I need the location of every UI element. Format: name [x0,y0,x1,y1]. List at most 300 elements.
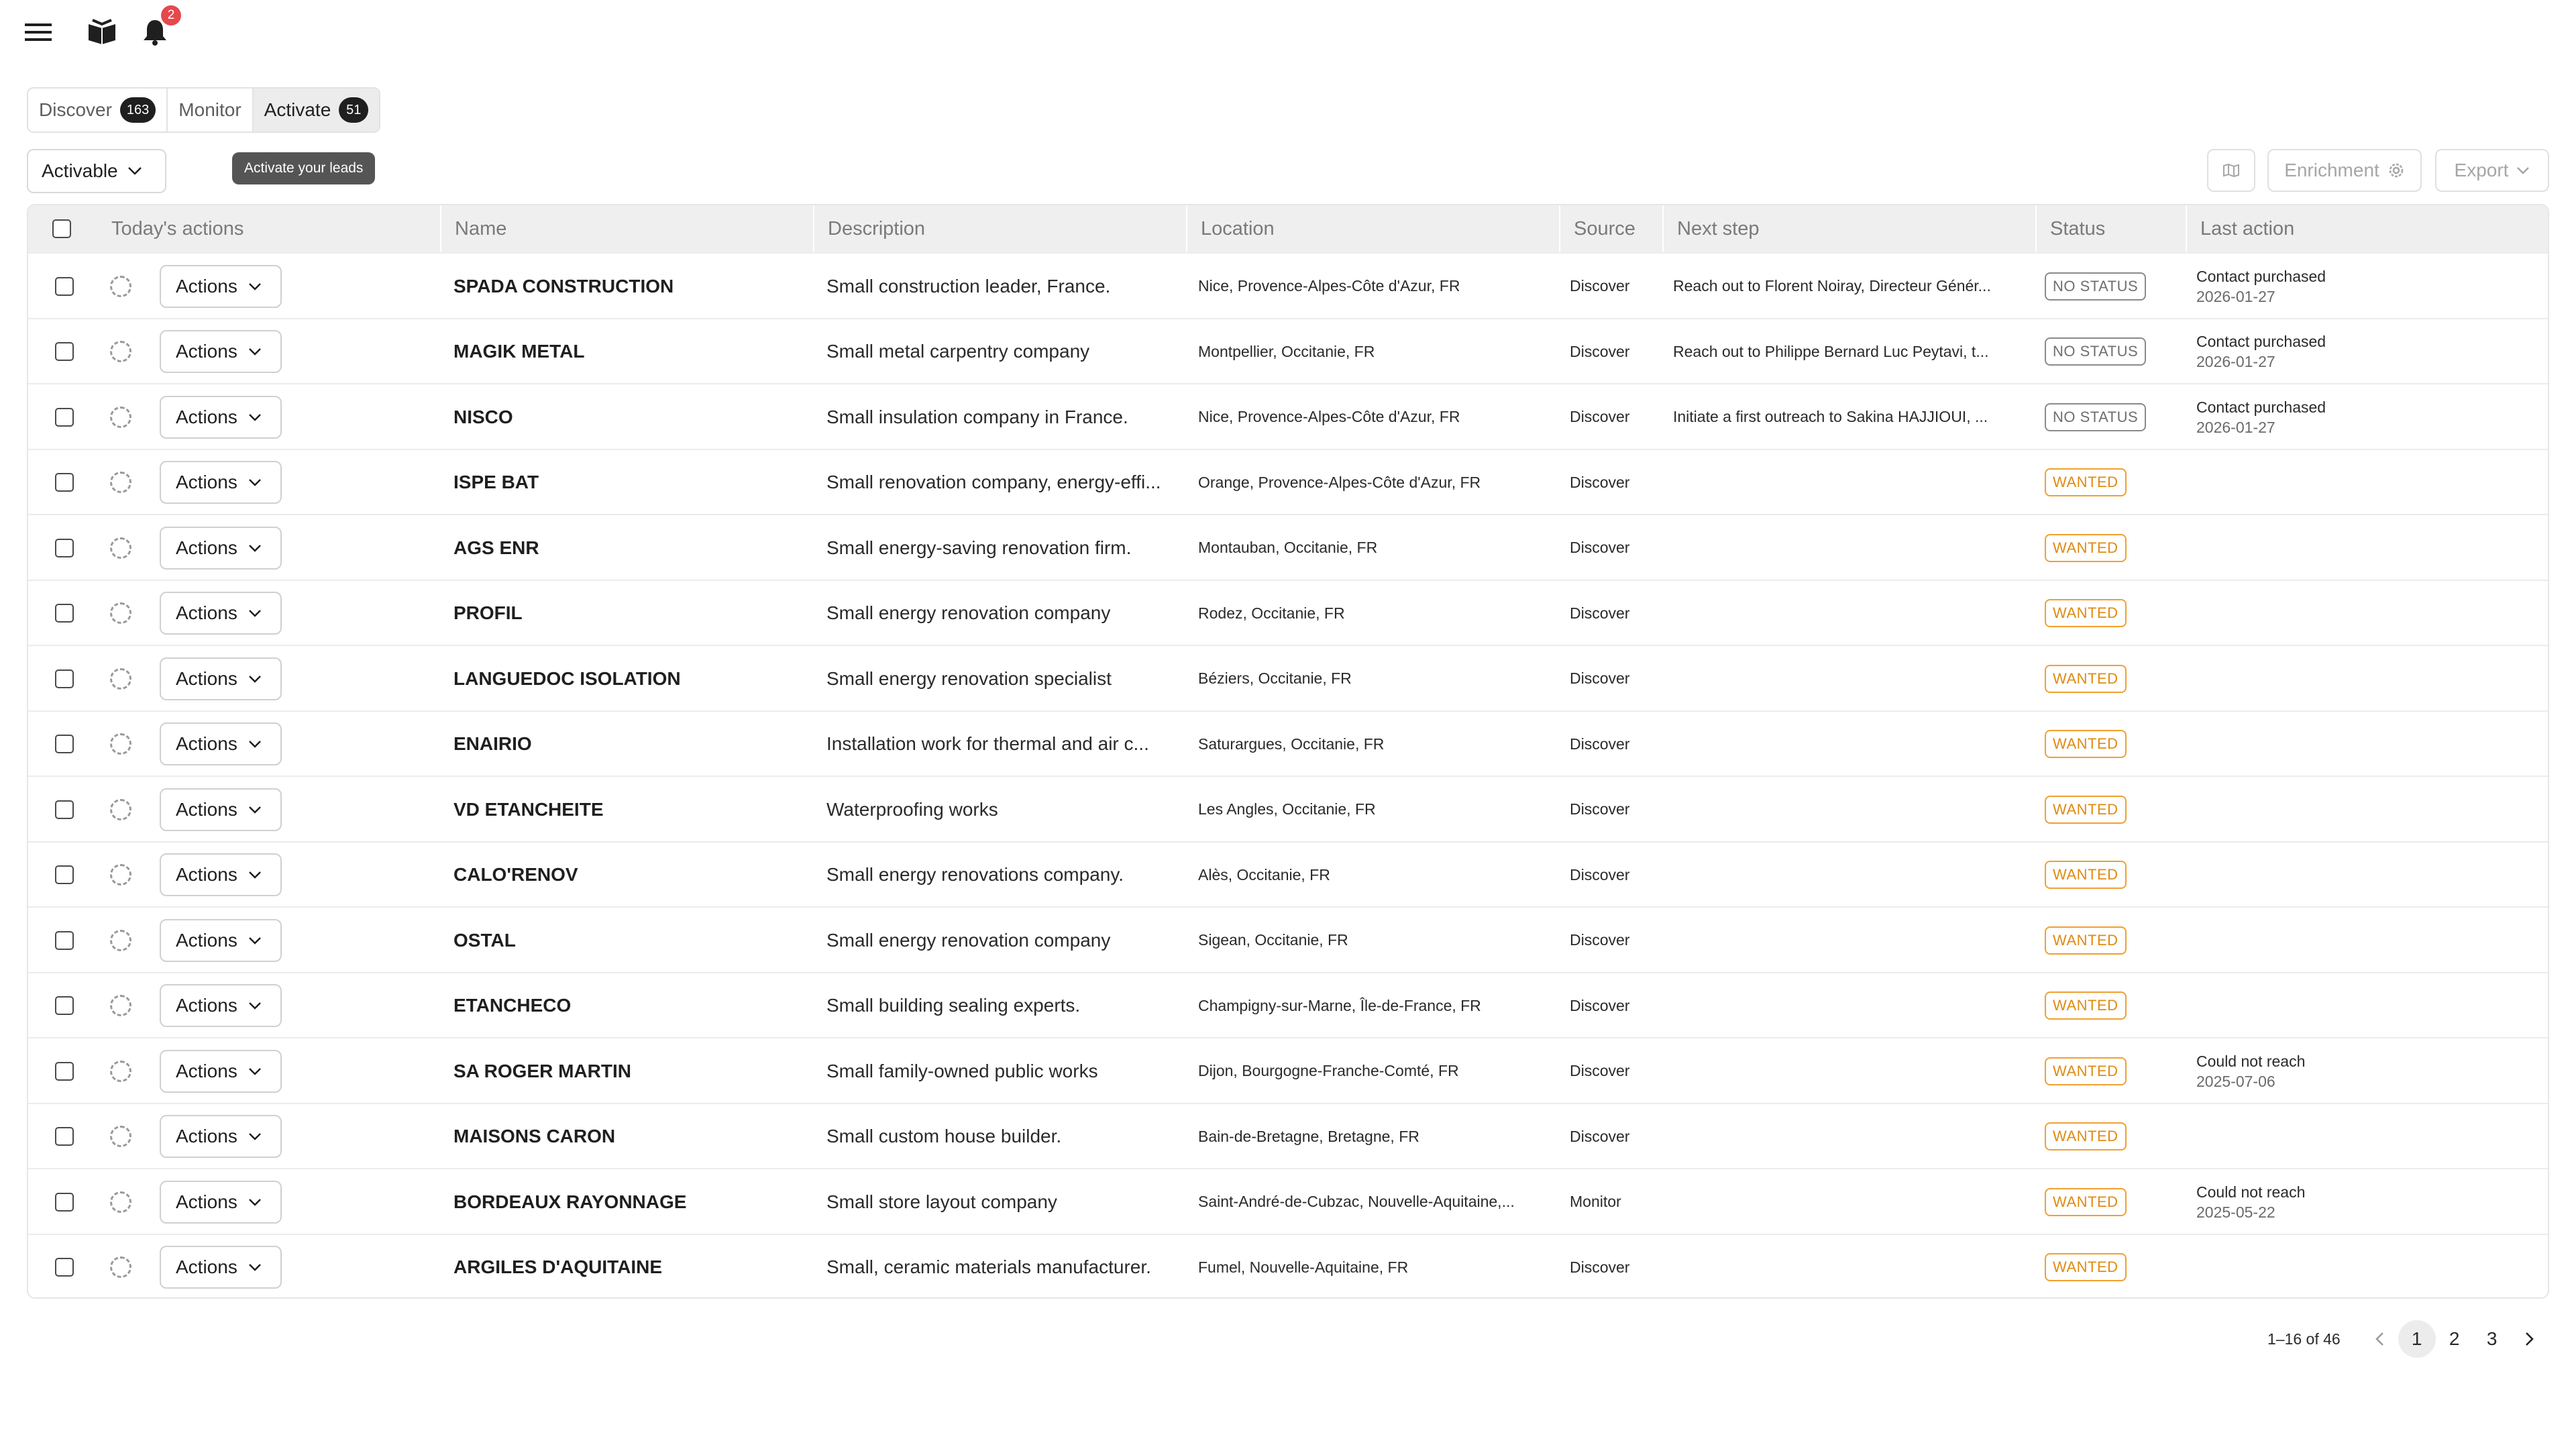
next-step [1673,1104,2029,1170]
chevron-down-icon [127,166,142,176]
status-cell [2045,712,2186,777]
row-actions-cell [160,254,294,319]
row-select-cell [55,515,98,581]
row-checkbox[interactable] [55,1193,74,1212]
row-actions-cell [160,973,294,1039]
company-name[interactable]: PROFIL [453,602,523,624]
last-action-cell [2196,646,2545,712]
company-name[interactable]: SPADA CONSTRUCTION [453,275,674,297]
row-actions-cell [160,646,294,712]
table-row[interactable] [28,1234,2548,1299]
company-description: Small renovation company, energy-effi... [826,472,1161,493]
last-action-cell [2196,777,2545,843]
actions-dropdown-button[interactable] [160,1246,282,1289]
actions-label: Actions [176,1060,237,1081]
chevron-down-icon [248,1002,262,1010]
status-badge[interactable]: WANTED [2045,796,2127,824]
actions-dropdown-button[interactable] [160,984,282,1027]
row-checkbox[interactable] [55,735,74,753]
row-status-indicator-cell [110,712,150,777]
row-status-indicator-cell [110,1169,150,1235]
last-action-date: 2025-05-22 [2196,1203,2275,1221]
last-action-text: Could not reach [2196,1183,2306,1201]
status-badge[interactable]: WANTED [2045,599,2127,627]
chevron-down-icon [248,936,262,945]
chevron-down-icon [248,871,262,879]
chevron-down-icon [248,609,262,617]
row-select-cell [55,384,98,450]
row-actions-cell [160,319,294,385]
status-badge[interactable]: WANTED [2045,1057,2127,1085]
next-step [1673,973,2029,1039]
row-actions-cell [160,843,294,908]
header-last-action[interactable]: Last action [2186,205,2549,252]
row-checkbox[interactable] [55,931,74,950]
enrichment-label: Enrichment [2284,160,2379,180]
company-location: Champigny-sur-Marne, Île-de-France, FR [1198,996,1481,1014]
chevron-down-icon [248,282,262,290]
next-step [1673,1235,2029,1299]
company-location: Orange, Provence-Alpes-Côte d'Azur, FR [1198,473,1481,491]
lead-source: Discover [1570,996,1630,1014]
company-name[interactable]: AGS ENR [453,537,539,558]
lead-source: Discover [1570,604,1630,622]
row-checkbox[interactable] [55,669,74,688]
lead-filter-value: Activable [42,160,118,181]
lead-source: Discover [1570,277,1630,295]
pending-circle-icon [110,668,131,690]
row-select-cell [55,319,98,385]
row-checkbox[interactable] [55,865,74,884]
company-name[interactable]: ETANCHECO [453,995,572,1016]
row-actions-cell [160,450,294,516]
company-location: Montpellier, Occitanie, FR [1198,342,1375,360]
row-status-indicator-cell [110,450,150,516]
actions-dropdown-button[interactable] [160,330,282,373]
status-cell [2045,843,2186,908]
company-description: Small custom house builder. [826,1126,1062,1147]
export-label: Export [2454,160,2509,180]
last-action-cell [2196,581,2545,647]
actions-label: Actions [176,1191,237,1212]
status-cell [2045,973,2186,1039]
company-description: Small energy renovation company [826,602,1111,624]
actions-label: Actions [176,798,237,820]
actions-label: Actions [176,602,237,624]
status-cell [2045,1169,2186,1235]
lead-source: Discover [1570,669,1630,688]
row-select-cell [55,712,98,777]
actions-dropdown-button[interactable] [160,265,282,308]
row-status-indicator-cell [110,319,150,385]
row-actions-cell [160,581,294,647]
row-checkbox[interactable] [55,342,74,361]
table-row[interactable] [28,580,2548,645]
row-checkbox[interactable] [55,539,74,557]
row-checkbox[interactable] [55,408,74,427]
page-button-2[interactable]: 2 [2449,1328,2460,1349]
company-description: Small metal carpentry company [826,341,1090,362]
next-step [1673,515,2029,581]
row-actions-cell [160,515,294,581]
header-location[interactable]: Location [1186,205,1559,252]
table-row[interactable] [28,906,2548,972]
table-header [28,205,2548,252]
tab-label: Activate [264,99,331,120]
tab-label: Monitor [178,99,241,120]
row-checkbox[interactable] [55,473,74,492]
company-description: Small energy renovation specialist [826,667,1112,689]
last-action-cell [2196,908,2545,973]
company-location: Fumel, Nouvelle-Aquitaine, FR [1198,1258,1409,1276]
company-name[interactable]: OSTAL [453,929,516,951]
page-button-1[interactable]: 1 [2398,1320,2436,1358]
select-all-checkbox[interactable] [52,219,71,238]
next-step: Reach out to Florent Noiray, Directeur Génér... [1673,277,1991,295]
next-step [1673,581,2029,647]
company-name[interactable]: SA ROGER MARTIN [453,1060,631,1081]
tab-discover[interactable] [28,89,168,131]
row-checkbox[interactable] [55,1258,74,1277]
actions-label: Actions [176,537,237,558]
row-actions-cell [160,1038,294,1104]
company-location: Sigean, Occitanie, FR [1198,931,1348,949]
last-action-date: 2026-01-27 [2196,418,2275,436]
actions-label: Actions [176,406,237,427]
row-select-cell [55,1235,98,1299]
header-description[interactable]: Description [813,205,1186,252]
map-icon [2222,163,2240,178]
pagination [2267,1320,2548,1358]
pending-circle-icon [110,1126,131,1147]
page-button-3[interactable]: 3 [2486,1328,2498,1349]
company-location: Montauban, Occitanie, FR [1198,539,1378,557]
row-checkbox[interactable] [55,996,74,1015]
status-cell [2045,1104,2186,1170]
row-select-cell [55,1104,98,1170]
status-badge[interactable]: NO STATUS [2045,337,2146,366]
header-status[interactable]: Status [2035,205,2186,252]
status-badge[interactable]: WANTED [2045,991,2127,1020]
next-step [1673,450,2029,516]
company-description: Installation work for thermal and air c... [826,733,1149,755]
row-actions-cell [160,1169,294,1235]
company-name[interactable]: CALO'RENOV [453,864,578,885]
tab-monitor[interactable] [168,89,253,131]
row-select-cell [55,1038,98,1104]
tab-count-badge: 163 [120,97,156,123]
chevron-down-icon [248,1132,262,1140]
header-source[interactable]: Source [1559,205,1662,252]
company-name[interactable]: LANGUEDOC ISOLATION [453,667,681,689]
company-location: Saturargues, Occitanie, FR [1198,735,1385,753]
last-action-cell [2196,384,2545,450]
row-actions-cell [160,908,294,973]
company-name[interactable]: BORDEAUX RAYONNAGE [453,1191,687,1212]
company-name[interactable]: VD ETANCHEITE [453,798,604,820]
chevron-down-icon [248,347,262,356]
actions-dropdown-button[interactable] [160,853,282,896]
company-description: Small construction leader, France. [826,275,1111,297]
table-row[interactable] [28,1168,2548,1234]
lead-source: Discover [1570,1258,1630,1276]
last-action-cell [2196,319,2545,385]
lead-source: Discover [1570,408,1630,426]
last-action-text: Contact purchased [2196,267,2326,285]
status-cell [2045,515,2186,581]
company-name[interactable]: ARGILES D'AQUITAINE [453,1256,663,1278]
lead-source: Discover [1570,931,1630,949]
table-row[interactable] [28,383,2548,449]
chevron-down-icon [248,675,262,683]
header-todays-actions[interactable]: Today's actions [111,218,244,239]
table-row[interactable] [28,449,2548,515]
company-description: Small energy-saving renovation firm. [826,537,1132,558]
status-cell [2045,384,2186,450]
actions-dropdown-button[interactable] [160,461,282,504]
last-action-cell [2196,1169,2545,1235]
map-view-button[interactable] [2207,149,2255,192]
pending-circle-icon [110,1256,131,1278]
pending-circle-icon [110,276,131,297]
row-status-indicator-cell [110,777,150,843]
company-name[interactable]: MAISONS CARON [453,1126,616,1147]
lead-source: Discover [1570,1127,1630,1145]
last-action-cell [2196,450,2545,516]
status-badge[interactable]: WANTED [2045,1122,2127,1150]
row-checkbox[interactable] [55,1062,74,1081]
chevron-down-icon [2516,166,2530,174]
lead-source: Discover [1570,342,1630,360]
status-badge[interactable]: WANTED [2045,468,2127,496]
gear-icon [2387,162,2405,179]
row-status-indicator-cell [110,254,150,319]
company-description: Small store layout company [826,1191,1057,1212]
company-name[interactable]: ISPE BAT [453,472,539,493]
notification-count-badge: 2 [161,5,181,25]
status-cell [2045,777,2186,843]
row-checkbox[interactable] [55,800,74,819]
table-row[interactable] [28,1037,2548,1103]
filter-tooltip: Activate your leads [232,152,375,184]
next-step [1673,777,2029,843]
row-select-cell [55,646,98,712]
company-location: Alès, Occitanie, FR [1198,865,1330,883]
status-badge[interactable]: WANTED [2045,730,2127,758]
row-select-cell [55,450,98,516]
pending-circle-icon [110,407,131,428]
book-logo-icon[interactable] [85,16,119,46]
row-actions-cell [160,777,294,843]
header-select-all[interactable] [28,205,98,252]
status-badge[interactable]: WANTED [2045,1188,2127,1216]
company-name[interactable]: MAGIK METAL [453,341,585,362]
status-badge[interactable]: WANTED [2045,665,2127,693]
company-location: Dijon, Bourgogne-Franche-Comté, FR [1198,1062,1459,1080]
row-checkbox[interactable] [55,1127,74,1146]
table-row[interactable] [28,1103,2548,1169]
actions-dropdown-button[interactable] [160,1115,282,1158]
status-cell [2045,1235,2186,1299]
last-action-text: Contact purchased [2196,398,2326,416]
row-select-cell [55,973,98,1039]
pending-circle-icon [110,341,131,362]
actions-dropdown-button[interactable] [160,657,282,700]
row-select-cell [55,843,98,908]
lead-source: Discover [1570,473,1630,491]
row-actions-cell [160,1104,294,1170]
status-badge[interactable]: WANTED [2045,1253,2127,1281]
actions-label: Actions [176,1126,237,1147]
tab-activate[interactable] [254,89,380,131]
status-cell [2045,319,2186,385]
company-location: Les Angles, Occitanie, FR [1198,800,1376,818]
row-status-indicator-cell [110,646,150,712]
last-action-cell [2196,515,2545,581]
chevron-down-icon [248,1263,262,1271]
last-action-date: 2026-01-27 [2196,353,2275,371]
actions-dropdown-button[interactable] [160,722,282,765]
actions-label: Actions [176,1256,237,1278]
pending-circle-icon [110,733,131,755]
top-bar [0,0,2576,67]
chevron-down-icon [248,806,262,814]
status-cell [2045,908,2186,973]
status-badge[interactable]: WANTED [2045,534,2127,562]
last-action-cell [2196,973,2545,1039]
company-description: Small building sealing experts. [826,995,1081,1016]
pending-circle-icon [110,472,131,493]
row-checkbox[interactable] [55,277,74,296]
row-status-indicator-cell [110,908,150,973]
next-step: Reach out to Philippe Bernard Luc Peytavi, t... [1673,342,1989,360]
lead-source: Discover [1570,1062,1630,1080]
row-status-indicator-cell [110,581,150,647]
last-action-text: Could not reach [2196,1052,2306,1070]
next-step [1673,908,2029,973]
table-row[interactable] [28,710,2548,776]
actions-label: Actions [176,472,237,493]
row-select-cell [55,581,98,647]
actions-dropdown-button[interactable] [160,1181,282,1224]
row-actions-cell [160,1235,294,1299]
table-row[interactable] [28,841,2548,907]
actions-label: Actions [176,733,237,755]
row-select-cell [55,254,98,319]
row-select-cell [55,777,98,843]
actions-dropdown-button[interactable] [160,788,282,831]
prev-page-button[interactable] [2361,1320,2398,1358]
status-badge[interactable]: WANTED [2045,861,2127,889]
actions-dropdown-button[interactable] [160,592,282,635]
pending-circle-icon [110,930,131,951]
next-page-button[interactable] [2511,1320,2548,1358]
lead-source: Discover [1570,539,1630,557]
company-description: Small family-owned public works [826,1060,1098,1081]
last-action-cell [2196,1235,2545,1299]
export-button[interactable] [2435,149,2549,192]
header-name[interactable]: Name [440,205,813,252]
company-location: Nice, Provence-Alpes-Côte d'Azur, FR [1198,408,1460,426]
company-description: Waterproofing works [826,798,998,820]
table-row[interactable] [28,318,2548,384]
row-checkbox[interactable] [55,604,74,623]
lead-source: Monitor [1570,1193,1621,1211]
table-row[interactable] [28,645,2548,710]
company-name[interactable]: NISCO [453,406,513,427]
row-status-indicator-cell [110,515,150,581]
row-select-cell [55,908,98,973]
tab-label: Discover [39,99,112,120]
chevron-down-icon [248,478,262,486]
chevron-down-icon [248,740,262,748]
last-action-cell [2196,712,2545,777]
actions-label: Actions [176,275,237,297]
lead-source: Discover [1570,865,1630,883]
row-status-indicator-cell [110,1038,150,1104]
chevron-down-icon [248,1067,262,1075]
lead-source: Discover [1570,800,1630,818]
next-step [1673,1169,2029,1235]
status-badge[interactable]: NO STATUS [2045,272,2146,301]
leads-table [27,204,2549,1299]
table-row[interactable] [28,972,2548,1038]
company-name[interactable]: ENAIRIO [453,733,532,755]
chevron-down-icon [248,1198,262,1206]
pending-circle-icon [110,995,131,1016]
row-status-indicator-cell [110,1104,150,1170]
actions-dropdown-button[interactable] [160,919,282,962]
company-description: Small insulation company in France. [826,406,1128,427]
company-location: Nice, Provence-Alpes-Côte d'Azur, FR [1198,277,1460,295]
last-action-date: 2026-01-27 [2196,287,2275,305]
last-action-cell [2196,1038,2545,1104]
company-location: Bain-de-Bretagne, Bretagne, FR [1198,1127,1419,1145]
next-step [1673,646,2029,712]
company-description: Small energy renovations company. [826,864,1124,885]
lead-filter-select[interactable] [27,149,166,193]
status-cell [2045,1038,2186,1104]
next-step: Initiate a first outreach to Sakina HAJJIOUI, ... [1673,408,1988,426]
next-step [1673,843,2029,908]
hamburger-menu-icon[interactable] [23,19,54,46]
row-actions-cell [160,712,294,777]
actions-label: Actions [176,341,237,362]
actions-dropdown-button[interactable] [160,396,282,439]
pending-circle-icon [110,799,131,820]
last-action-cell [2196,1104,2545,1170]
status-badge[interactable]: NO STATUS [2045,403,2146,431]
table-row[interactable] [28,514,2548,580]
lead-source: Discover [1570,735,1630,753]
status-badge[interactable]: WANTED [2045,926,2127,955]
actions-dropdown-button[interactable] [160,527,282,570]
enrichment-button[interactable] [2267,149,2422,192]
actions-label: Actions [176,667,237,689]
header-next-step[interactable]: Next step [1662,205,2035,252]
actions-label: Actions [176,995,237,1016]
row-status-indicator-cell [110,843,150,908]
company-location: Béziers, Occitanie, FR [1198,669,1352,688]
pending-circle-icon [110,537,131,559]
chevron-right-icon [2525,1332,2534,1346]
actions-dropdown-button[interactable] [160,1050,282,1093]
status-cell [2045,254,2186,319]
status-cell [2045,646,2186,712]
tab-count-badge: 51 [339,97,368,123]
table-row[interactable] [28,252,2548,318]
table-row[interactable] [28,775,2548,841]
